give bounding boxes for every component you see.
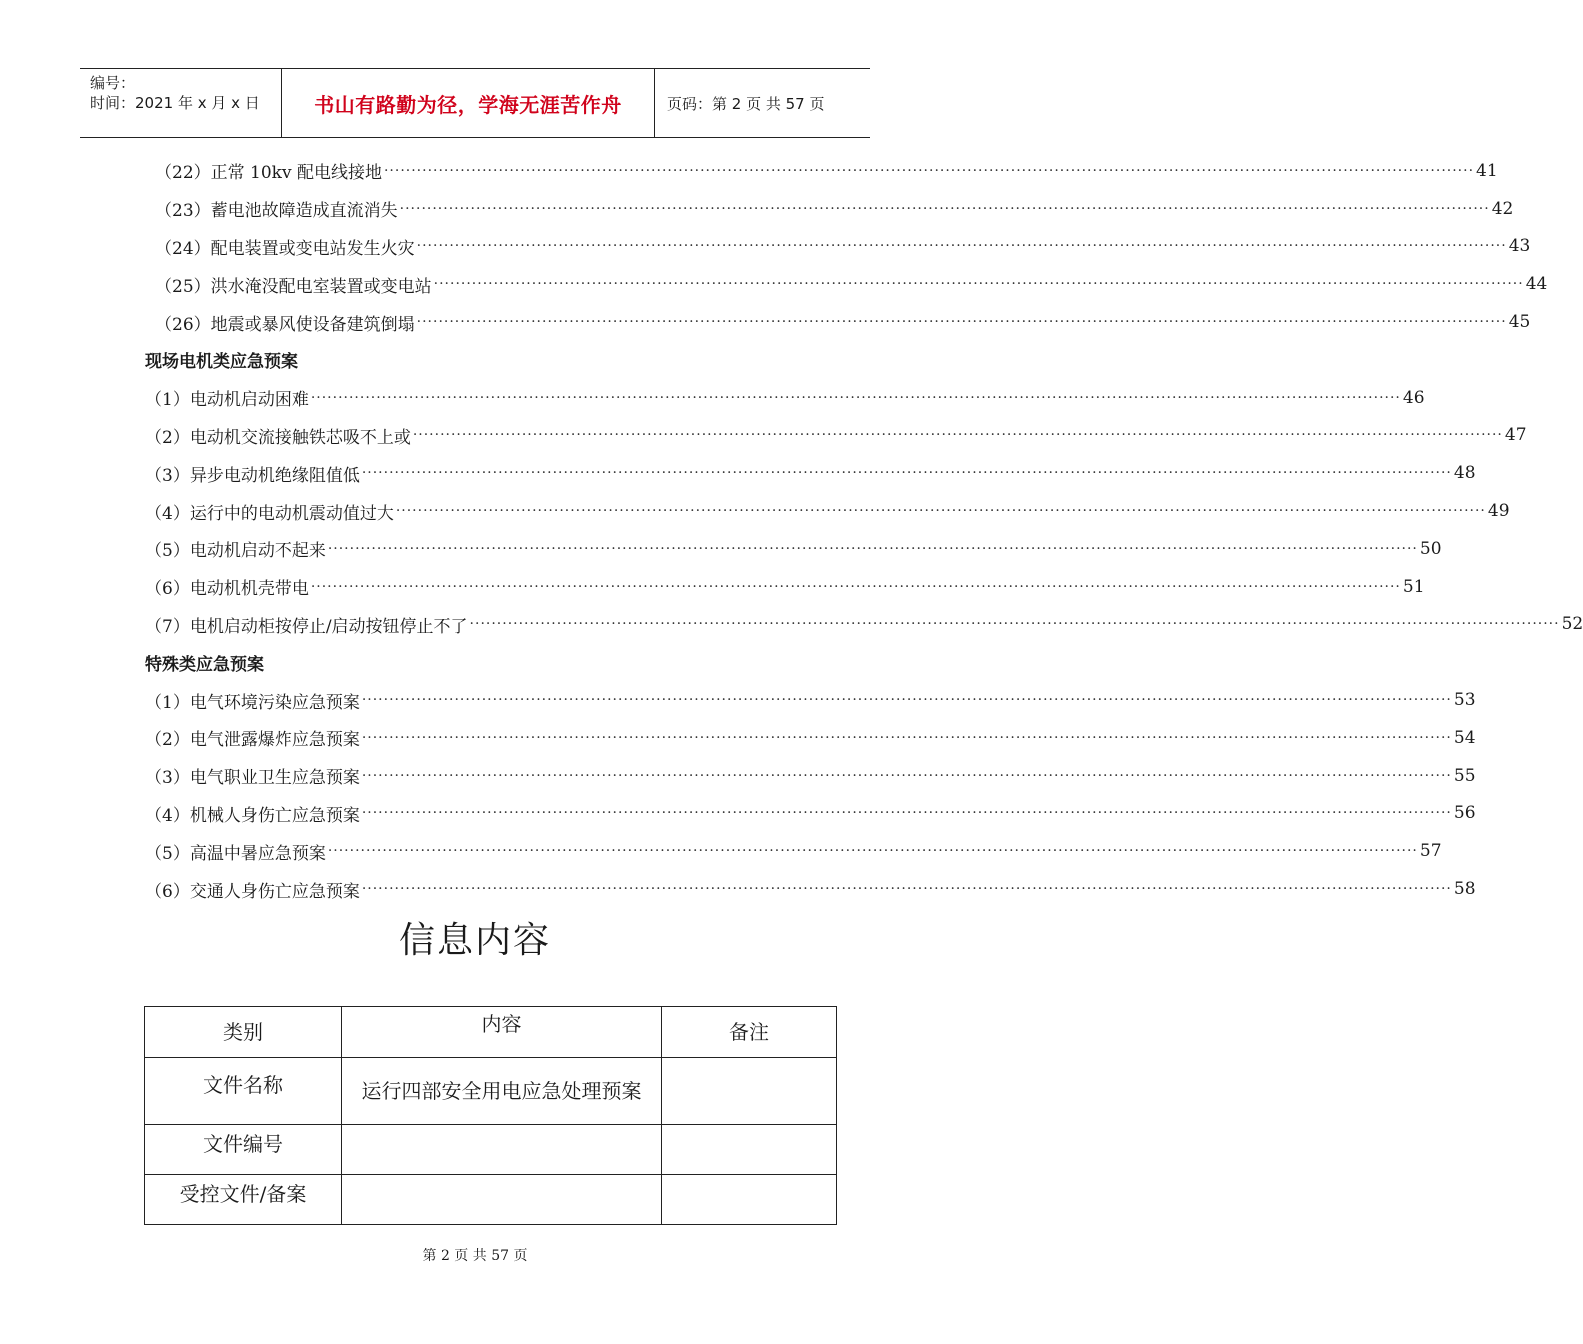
toc-leader: ········································································································································································································ xyxy=(383,162,1475,179)
header-motto-cell xyxy=(282,69,655,137)
toc-leader: ········································································································································································································ xyxy=(361,805,1452,822)
toc-entry[interactable] xyxy=(145,757,1476,795)
toc-entry-label: （23）蓄电池故障造成直流消失 xyxy=(155,196,400,221)
toc-entry-page: 48 xyxy=(1453,463,1476,484)
toc-entry[interactable] xyxy=(145,606,1583,644)
toc-leader: ········································································································································································································ xyxy=(310,578,1401,595)
table-cell-content xyxy=(342,1125,662,1175)
toc-group-a xyxy=(145,152,1548,341)
toc-entry[interactable] xyxy=(145,228,1531,266)
toc-entry-page: 42 xyxy=(1491,198,1514,219)
page-header xyxy=(80,68,870,138)
toc-entry-label: （7）电机启动柜按停止/启动按钮停止不了 xyxy=(145,612,470,637)
toc-section-heading: 特殊类应急预案 xyxy=(145,654,264,675)
toc-leader: ········································································································································································································ xyxy=(399,200,1490,217)
toc-entry-page: 49 xyxy=(1487,501,1510,522)
column-header-note: 备注 xyxy=(662,1007,837,1058)
toc-entry-page: 57 xyxy=(1419,841,1442,862)
toc-entry-page: 55 xyxy=(1453,765,1476,786)
toc-entry[interactable] xyxy=(145,530,1442,568)
toc-entry-page: 45 xyxy=(1508,312,1531,333)
table-row xyxy=(145,1058,837,1125)
toc-leader: ········································································································································································································ xyxy=(412,427,1503,444)
toc-entry[interactable] xyxy=(145,303,1531,341)
table-cell-note xyxy=(662,1125,837,1175)
toc-entry[interactable] xyxy=(145,265,1548,303)
toc-entry-page: 50 xyxy=(1419,538,1442,559)
toc-leader: ········································································································································································································ xyxy=(416,238,1507,255)
info-title: 信息内容 xyxy=(398,920,551,961)
toc-entry[interactable] xyxy=(145,832,1442,870)
toc-entry-label: （22）正常 10kv 配电线接地 xyxy=(155,158,384,183)
toc-leader: ········································································································································································································ xyxy=(361,729,1452,746)
toc-entry-label: （24）配电装置或变电站发生火灾 xyxy=(155,234,417,259)
toc-entry[interactable] xyxy=(145,795,1476,833)
toc-entry-page: 58 xyxy=(1453,879,1476,900)
toc-leader: ········································································································································································································ xyxy=(469,616,1560,633)
header-page-info: 页码：第 2 页 共 57 页 xyxy=(667,94,825,113)
toc-entry-label: （26）地震或暴风使设备建筑倒塌 xyxy=(155,310,417,335)
toc-leader: ········································································································································································································ xyxy=(361,465,1452,482)
toc-entry-label: （1）电气环境污染应急预案 xyxy=(145,688,362,713)
toc-entry-label: （3）异步电动机绝缘阻值低 xyxy=(145,461,362,486)
toc-entry[interactable] xyxy=(145,870,1476,908)
toc-entry-page: 52 xyxy=(1561,614,1583,635)
table-cell-content: 运行四部安全用电应急处理预案 xyxy=(342,1058,662,1125)
toc-entry[interactable] xyxy=(145,681,1476,719)
toc-entry[interactable] xyxy=(145,379,1425,417)
header-meta xyxy=(80,69,282,137)
toc-entry-label: （4）运行中的电动机震动值过大 xyxy=(145,499,396,524)
toc-entry-label: （6）交通人身伤亡应急预案 xyxy=(145,877,362,902)
toc-entry-page: 56 xyxy=(1453,803,1476,824)
toc-entry-page: 53 xyxy=(1453,690,1476,711)
toc-entry-label: （2）电动机交流接触铁芯吸不上或 xyxy=(145,423,413,448)
toc-entry-label: （3）电气职业卫生应急预案 xyxy=(145,763,362,788)
table-of-contents xyxy=(145,152,1583,908)
info-table xyxy=(144,1006,837,1225)
toc-entry-label: （2）电气泄露爆炸应急预案 xyxy=(145,725,362,750)
toc-entry[interactable] xyxy=(145,568,1425,606)
toc-entry[interactable] xyxy=(145,152,1498,190)
toc-entry-page: 41 xyxy=(1476,160,1498,181)
toc-entry-page: 44 xyxy=(1525,274,1548,295)
toc-group-b xyxy=(145,379,1583,644)
toc-entry-page: 54 xyxy=(1453,727,1476,748)
toc-entry[interactable] xyxy=(145,719,1476,757)
toc-group-c xyxy=(145,681,1476,908)
table-cell-category: 受控文件/备案 xyxy=(145,1175,342,1225)
toc-entry-page: 43 xyxy=(1508,236,1531,257)
table-cell-note xyxy=(662,1058,837,1125)
toc-leader: ········································································································································································································ xyxy=(395,503,1486,520)
toc-entry-page: 47 xyxy=(1504,425,1527,446)
toc-leader: ········································································································································································································ xyxy=(327,843,1418,860)
toc-leader: ········································································································································································································ xyxy=(433,276,1524,293)
toc-entry[interactable] xyxy=(145,454,1476,492)
column-header-content: 内容 xyxy=(342,1007,662,1058)
toc-leader: ········································································································································································································ xyxy=(361,692,1452,709)
toc-leader: ········································································································································································································ xyxy=(416,314,1507,331)
table-row xyxy=(145,1125,837,1175)
toc-entry-page: 46 xyxy=(1402,387,1425,408)
toc-entry-page: 51 xyxy=(1402,576,1425,597)
toc-entry-label: （5）电动机启动不起来 xyxy=(145,536,328,561)
toc-leader: ········································································································································································································ xyxy=(327,540,1418,557)
toc-entry[interactable] xyxy=(145,492,1510,530)
toc-leader: ········································································································································································································ xyxy=(361,767,1452,784)
table-cell-note xyxy=(662,1175,837,1225)
toc-entry-label: （25）洪水淹没配电室装置或变电站 xyxy=(155,272,434,297)
table-cell-content xyxy=(342,1175,662,1225)
page-footer: 第 2 页 共 57 页 xyxy=(422,1248,528,1264)
header-motto: 书山有路勤为径，学海无涯苦作舟 xyxy=(314,92,622,117)
toc-entry-label: （4）机械人身伤亡应急预案 xyxy=(145,801,362,826)
toc-leader: ········································································································································································································ xyxy=(310,389,1401,406)
header-time-label: 时间：2021 年 x 月 x 日 xyxy=(90,94,260,112)
header-number-label: 编号： xyxy=(90,74,136,92)
toc-entry-label: （1）电动机启动困难 xyxy=(145,385,311,410)
table-header-row xyxy=(145,1007,837,1058)
column-header-category: 类别 xyxy=(145,1007,342,1058)
toc-entry-label: （5）高温中暑应急预案 xyxy=(145,839,328,864)
table-cell-category: 文件编号 xyxy=(145,1125,342,1175)
toc-leader: ········································································································································································································ xyxy=(361,881,1452,898)
table-cell-category: 文件名称 xyxy=(145,1058,342,1125)
toc-section-heading: 现场电机类应急预案 xyxy=(145,352,298,373)
toc-entry-label: （6）电动机机壳带电 xyxy=(145,574,311,599)
toc-entry[interactable] xyxy=(145,190,1514,228)
toc-entry[interactable] xyxy=(145,417,1527,455)
table-row xyxy=(145,1175,837,1225)
